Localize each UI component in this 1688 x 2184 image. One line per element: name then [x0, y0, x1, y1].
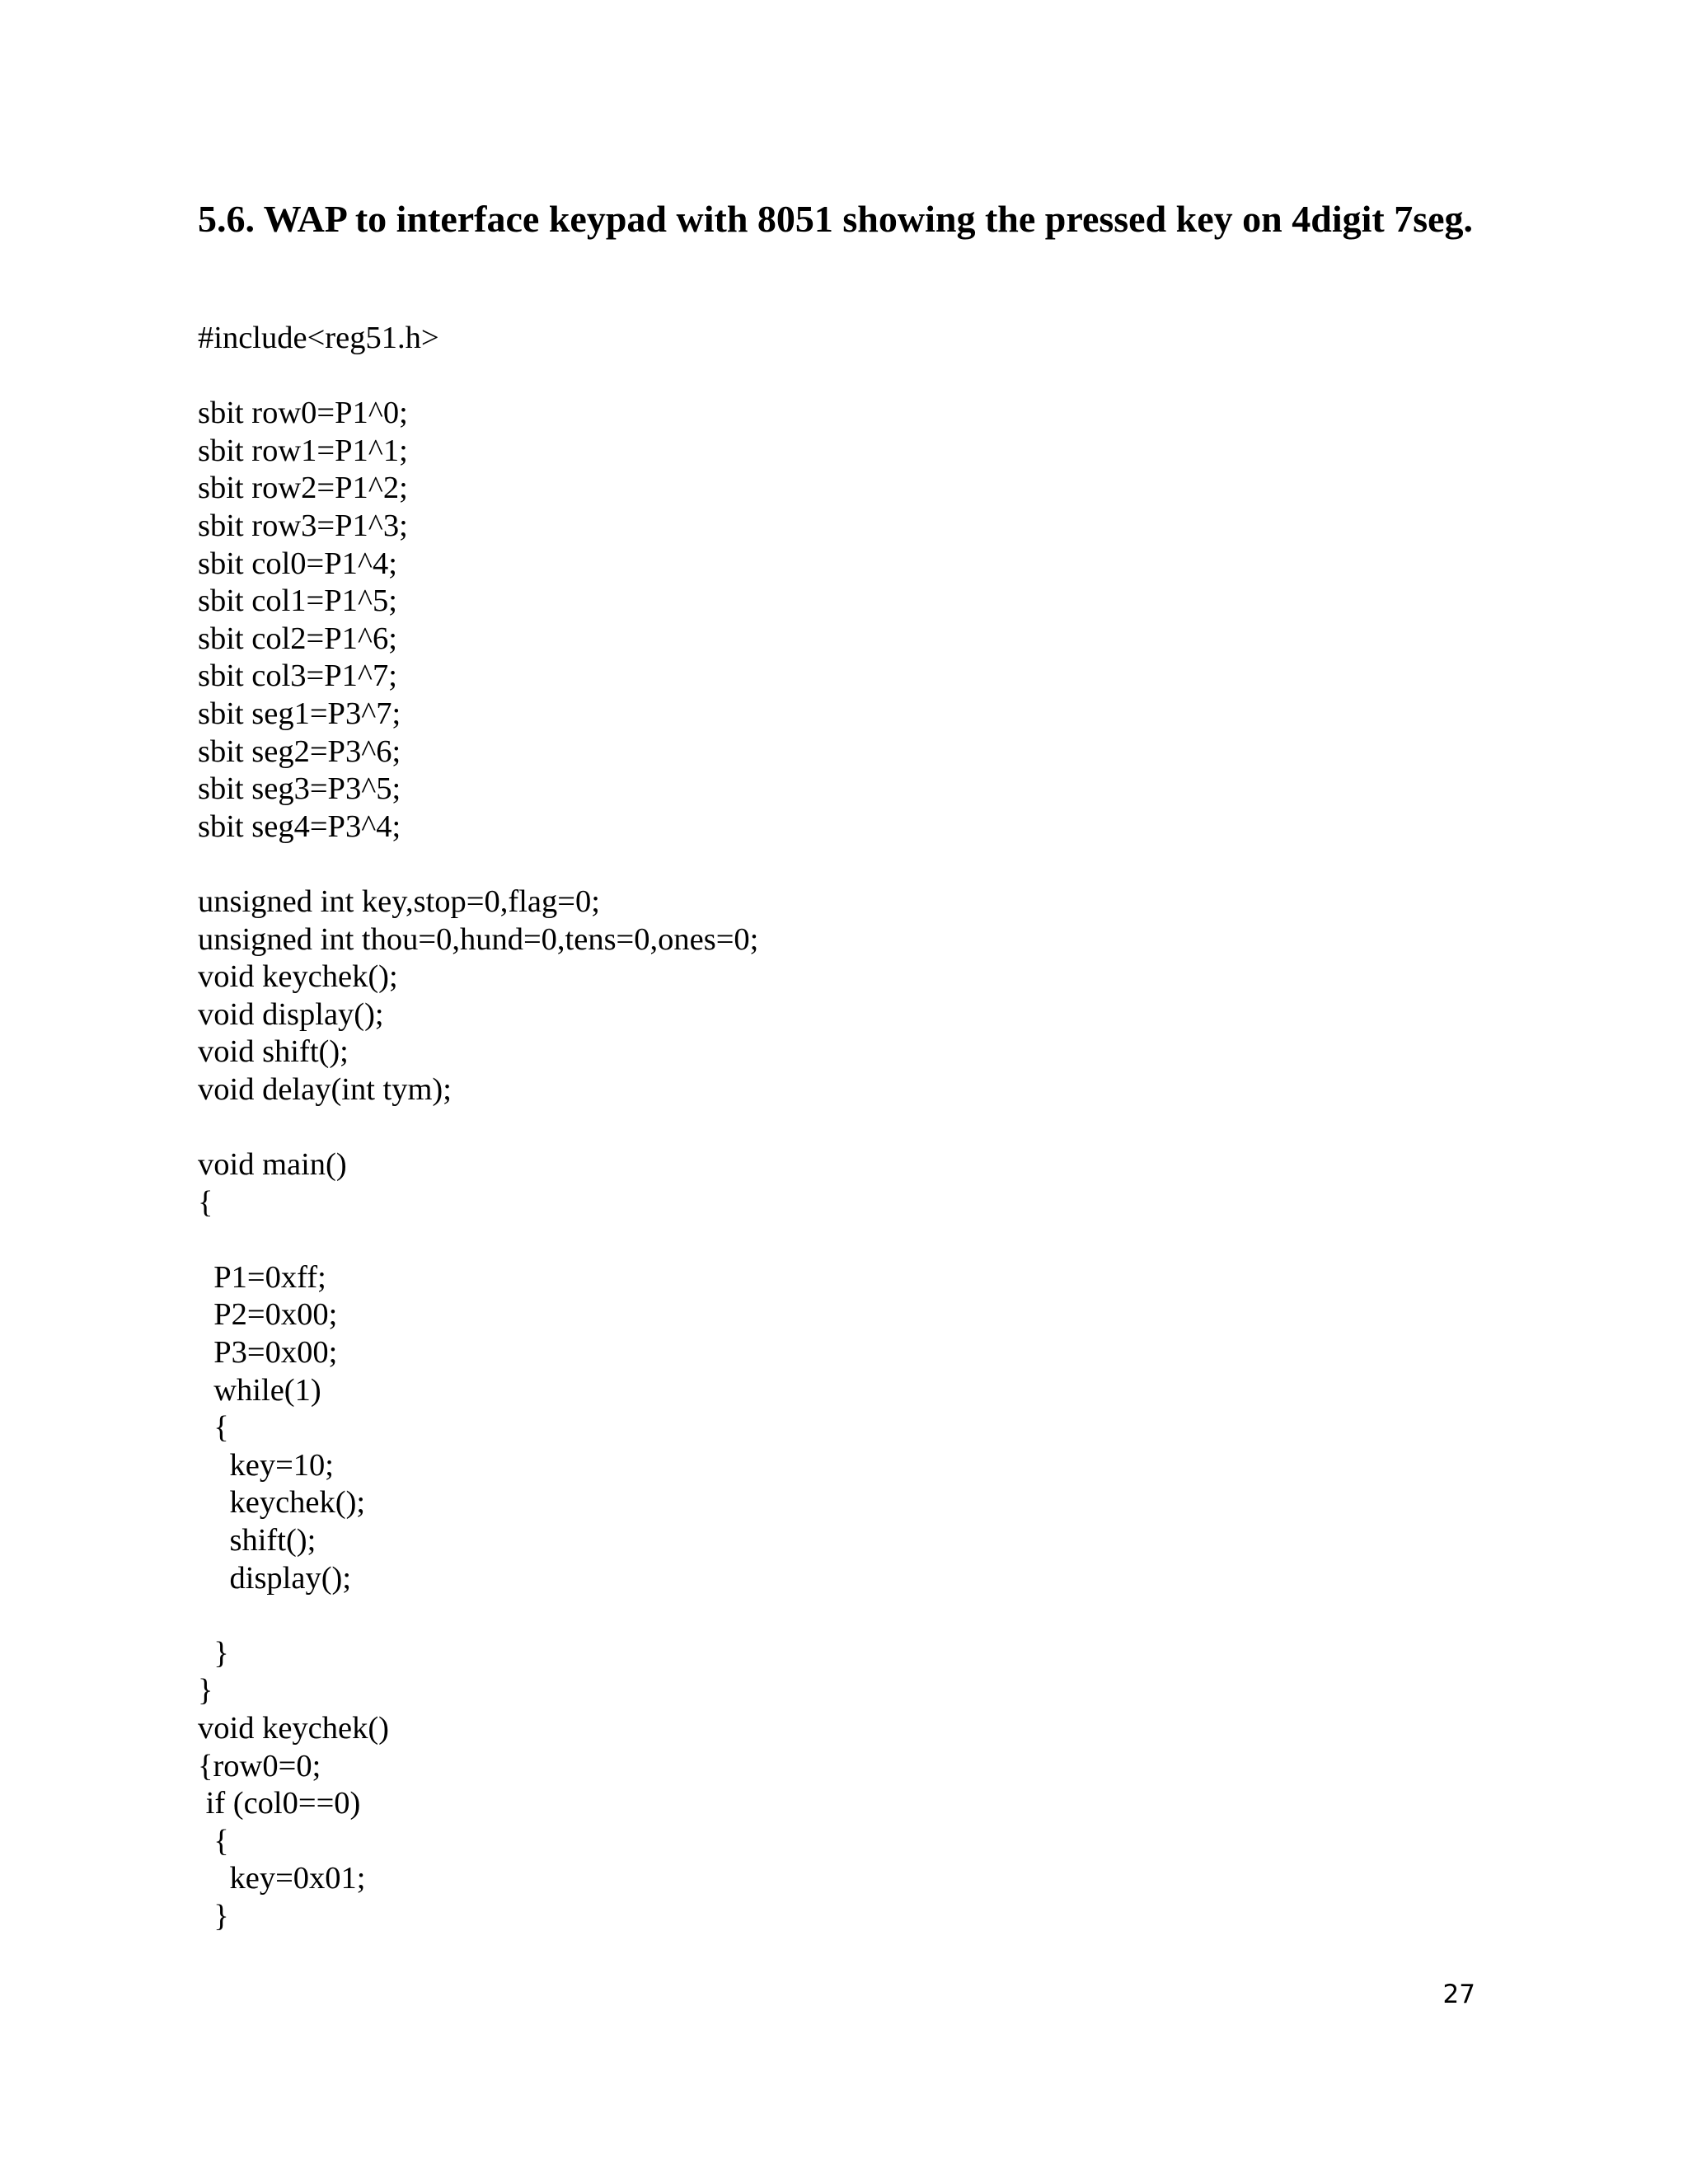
code-line: void keychek()	[198, 1710, 389, 1746]
code-line: sbit col1=P1^5;	[198, 583, 397, 619]
code-line: }	[198, 1673, 213, 1708]
code-line: }	[198, 1898, 229, 1933]
code-line: key=10;	[198, 1447, 334, 1483]
code-line: P3=0x00;	[198, 1335, 338, 1371]
section-heading: 5.6. WAP to interface keypad with 8051 showing the pressed key on 4digit 7seg.	[198, 198, 1474, 240]
code-line: P2=0x00;	[198, 1297, 338, 1333]
code-line	[198, 846, 758, 883]
code-line: unsigned int thou=0,hund=0,tens=0,ones=0;	[198, 921, 759, 957]
code-line: if (col0==0)	[198, 1786, 361, 1821]
code-line: #include<reg51.h>	[198, 321, 439, 355]
code-line	[198, 1221, 758, 1259]
code-line: sbit row2=P1^2;	[198, 471, 408, 506]
code-line: sbit col0=P1^4;	[198, 546, 397, 581]
code-line: sbit seg2=P3^6;	[198, 733, 401, 769]
code-line: P1=0xff;	[198, 1259, 326, 1295]
code-line: {	[198, 1184, 213, 1220]
code-line: shift();	[198, 1523, 316, 1558]
code-line: while(1)	[198, 1372, 321, 1408]
code-line: }	[198, 1635, 229, 1671]
code-line: void display();	[198, 996, 384, 1032]
code-line: void delay(int tym);	[198, 1071, 452, 1107]
code-line: {row0=0;	[198, 1748, 321, 1783]
code-line: sbit row1=P1^1;	[198, 433, 408, 468]
code-line: sbit seg1=P3^7;	[198, 696, 401, 731]
code-line: sbit seg3=P3^5;	[198, 771, 401, 807]
code-line	[198, 358, 758, 396]
code-line: void shift();	[198, 1034, 349, 1070]
code-line: key=0x01;	[198, 1861, 366, 1896]
code-line: {	[198, 1823, 229, 1858]
code-line: sbit seg4=P3^4;	[198, 808, 401, 844]
code-line: sbit col3=P1^7;	[198, 658, 397, 694]
page-number: 27	[1442, 1980, 1475, 2009]
code-line: keychek();	[198, 1485, 366, 1521]
code-line	[198, 1108, 758, 1146]
code-line: sbit row3=P1^3;	[198, 508, 408, 543]
code-line: void keychek();	[198, 959, 398, 995]
code-line: sbit row0=P1^0;	[198, 396, 408, 431]
code-line: display();	[198, 1560, 352, 1596]
code-line: {	[198, 1410, 229, 1446]
code-line: unsigned int key,stop=0,flag=0;	[198, 883, 600, 919]
code-line: void main()	[198, 1147, 347, 1183]
code-listing	[198, 320, 758, 1936]
code-line	[198, 1597, 758, 1635]
code-line: sbit col2=P1^6;	[198, 621, 397, 656]
